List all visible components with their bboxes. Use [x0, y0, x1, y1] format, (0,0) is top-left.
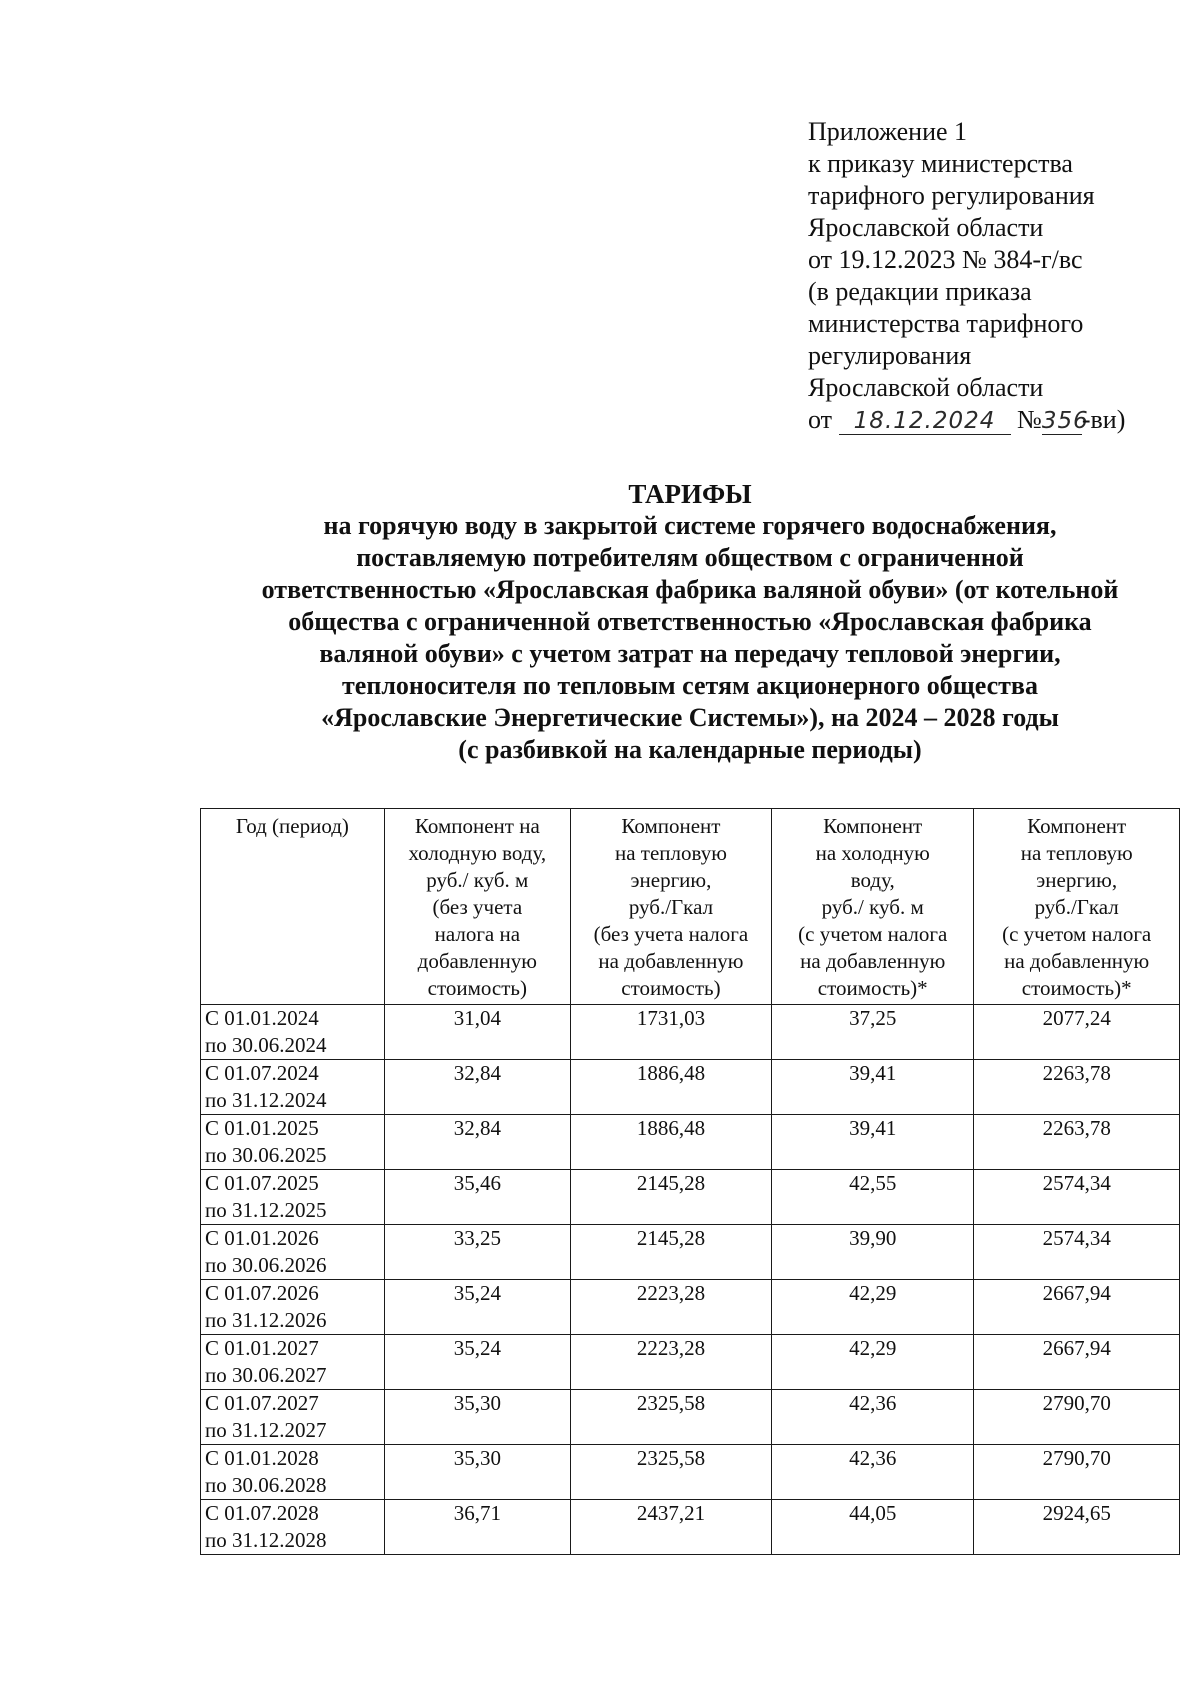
amendment-order-line — [808, 404, 1188, 436]
table-row — [201, 1500, 1180, 1555]
heat-incl-vat-cell: 2263,78 — [974, 1060, 1180, 1115]
title-line: ответственностью «Ярославская фабрика валяной обуви» (от котельной — [261, 575, 1119, 604]
cold-water-excl-vat-cell: 35,24 — [384, 1335, 570, 1390]
order-date-prefix: от — [808, 405, 833, 434]
heat-incl-vat-cell: 2574,34 — [974, 1225, 1180, 1280]
appendix-line: к приказу министерства — [808, 149, 1073, 178]
appendix-block — [808, 116, 1188, 436]
document-title: ТАРИФЫ — [628, 479, 752, 509]
heat-incl-vat-cell: 2924,65 — [974, 1500, 1180, 1555]
table-row — [201, 1060, 1180, 1115]
appendix-line: Приложение 1 — [808, 117, 968, 146]
cold-water-incl-vat-cell: 37,25 — [772, 1005, 974, 1060]
appendix-line: министерства тарифного — [808, 309, 1084, 338]
cold-water-incl-vat-cell: 44,05 — [772, 1500, 974, 1555]
cold-water-incl-vat-cell: 39,90 — [772, 1225, 974, 1280]
column-header-heat-excl-vat: Компонент на тепловую энергию, руб./Гкал (без учета налога на добавленную стоимость) — [570, 809, 771, 1005]
column-header-heat-incl-vat: Компонент на тепловую энергию, руб./Гкал (с учетом налога на добавленную стоимость)* — [974, 809, 1180, 1005]
cold-water-excl-vat-cell: 32,84 — [384, 1060, 570, 1115]
heat-excl-vat-cell: 1886,48 — [570, 1115, 771, 1170]
title-line: валяной обуви» с учетом затрат на передачу тепловой энергии, — [319, 639, 1061, 668]
title-line: (с разбивкой на календарные периоды) — [458, 735, 922, 764]
cold-water-excl-vat-cell: 32,84 — [384, 1115, 570, 1170]
column-header-period: Год (период) — [201, 809, 385, 1005]
heat-excl-vat-cell: 2223,28 — [570, 1335, 771, 1390]
heat-incl-vat-cell: 2790,70 — [974, 1390, 1180, 1445]
appendix-line: от 19.12.2023 № 384-г/вс — [808, 245, 1083, 274]
tariffs-table — [200, 808, 1180, 1555]
cold-water-excl-vat-cell: 31,04 — [384, 1005, 570, 1060]
table-row — [201, 1225, 1180, 1280]
title-line: на горячую воду в закрытой системе горячего водоснабжения, — [323, 511, 1057, 540]
table-row — [201, 1390, 1180, 1445]
heat-incl-vat-cell: 2667,94 — [974, 1280, 1180, 1335]
title-line: поставляемую потребителям обществом с ограниченной — [356, 543, 1024, 572]
cold-water-incl-vat-cell: 42,29 — [772, 1280, 974, 1335]
period-cell: С 01.01.2024 по 30.06.2024 — [201, 1005, 385, 1060]
appendix-line: Ярославской области — [808, 373, 1044, 402]
table-row — [201, 1445, 1180, 1500]
order-number-suffix: -ви) — [1081, 405, 1126, 434]
heat-incl-vat-cell: 2667,94 — [974, 1335, 1180, 1390]
title-line: общества с ограниченной ответственностью «Ярославская фабрика — [288, 607, 1092, 636]
cold-water-excl-vat-cell: 35,30 — [384, 1445, 570, 1500]
heat-incl-vat-cell: 2574,34 — [974, 1170, 1180, 1225]
heat-incl-vat-cell: 2263,78 — [974, 1115, 1180, 1170]
cold-water-excl-vat-cell: 35,24 — [384, 1280, 570, 1335]
heat-incl-vat-cell: 2077,24 — [974, 1005, 1180, 1060]
appendix-line: (в редакции приказа — [808, 277, 1032, 306]
period-cell: С 01.01.2027 по 30.06.2027 — [201, 1335, 385, 1390]
title-line: «Ярославские Энергетические Системы»), на 2024 – 2028 годы — [321, 703, 1059, 732]
column-header-cold-water-excl-vat: Компонент на холодную воду, руб./ куб. м (без учета налога на добавленную стоимость) — [384, 809, 570, 1005]
column-header-cold-water-incl-vat: Компонент на холодную воду, руб./ куб. м (с учетом налога на добавленную стоимость)* — [772, 809, 974, 1005]
heat-excl-vat-cell: 2145,28 — [570, 1170, 771, 1225]
cold-water-excl-vat-cell: 35,46 — [384, 1170, 570, 1225]
period-cell: С 01.01.2025 по 30.06.2025 — [201, 1115, 385, 1170]
cold-water-incl-vat-cell: 39,41 — [772, 1060, 974, 1115]
handwritten-order-date: 18.12.2024 — [839, 408, 1011, 435]
appendix-line: Ярославской области — [808, 213, 1044, 242]
heat-excl-vat-cell: 2325,58 — [570, 1445, 771, 1500]
heat-excl-vat-cell: 2325,58 — [570, 1390, 771, 1445]
period-cell: С 01.01.2028 по 30.06.2028 — [201, 1445, 385, 1500]
period-cell: С 01.07.2026 по 31.12.2026 — [201, 1280, 385, 1335]
table-row — [201, 1005, 1180, 1060]
table-row — [201, 1335, 1180, 1390]
period-cell: С 01.01.2026 по 30.06.2026 — [201, 1225, 385, 1280]
period-cell: С 01.07.2025 по 31.12.2025 — [201, 1170, 385, 1225]
cold-water-incl-vat-cell: 42,36 — [772, 1390, 974, 1445]
table-header-row — [201, 809, 1180, 1005]
cold-water-incl-vat-cell: 42,36 — [772, 1445, 974, 1500]
appendix-line: тарифного регулирования — [808, 181, 1095, 210]
period-cell: С 01.07.2027 по 31.12.2027 — [201, 1390, 385, 1445]
heat-excl-vat-cell: 1731,03 — [570, 1005, 771, 1060]
heat-excl-vat-cell: 2223,28 — [570, 1280, 771, 1335]
handwritten-order-number: 356 — [1041, 408, 1089, 434]
title-line: теплоносителя по тепловым сетям акционерного общества — [342, 671, 1038, 700]
period-cell: С 01.07.2028 по 31.12.2028 — [201, 1500, 385, 1555]
table-row — [201, 1280, 1180, 1335]
appendix-line: регулирования — [808, 341, 972, 370]
cold-water-excl-vat-cell: 35,30 — [384, 1390, 570, 1445]
cold-water-excl-vat-cell: 36,71 — [384, 1500, 570, 1555]
period-cell: С 01.07.2024 по 31.12.2024 — [201, 1060, 385, 1115]
document-title-block — [200, 478, 1180, 766]
heat-excl-vat-cell: 2437,21 — [570, 1500, 771, 1555]
cold-water-excl-vat-cell: 33,25 — [384, 1225, 570, 1280]
heat-incl-vat-cell: 2790,70 — [974, 1445, 1180, 1500]
cold-water-incl-vat-cell: 39,41 — [772, 1115, 974, 1170]
heat-excl-vat-cell: 2145,28 — [570, 1225, 771, 1280]
cold-water-incl-vat-cell: 42,29 — [772, 1335, 974, 1390]
table-row — [201, 1115, 1180, 1170]
heat-excl-vat-cell: 1886,48 — [570, 1060, 771, 1115]
number-sign: № — [1017, 405, 1042, 434]
table-row — [201, 1170, 1180, 1225]
cold-water-incl-vat-cell: 42,55 — [772, 1170, 974, 1225]
